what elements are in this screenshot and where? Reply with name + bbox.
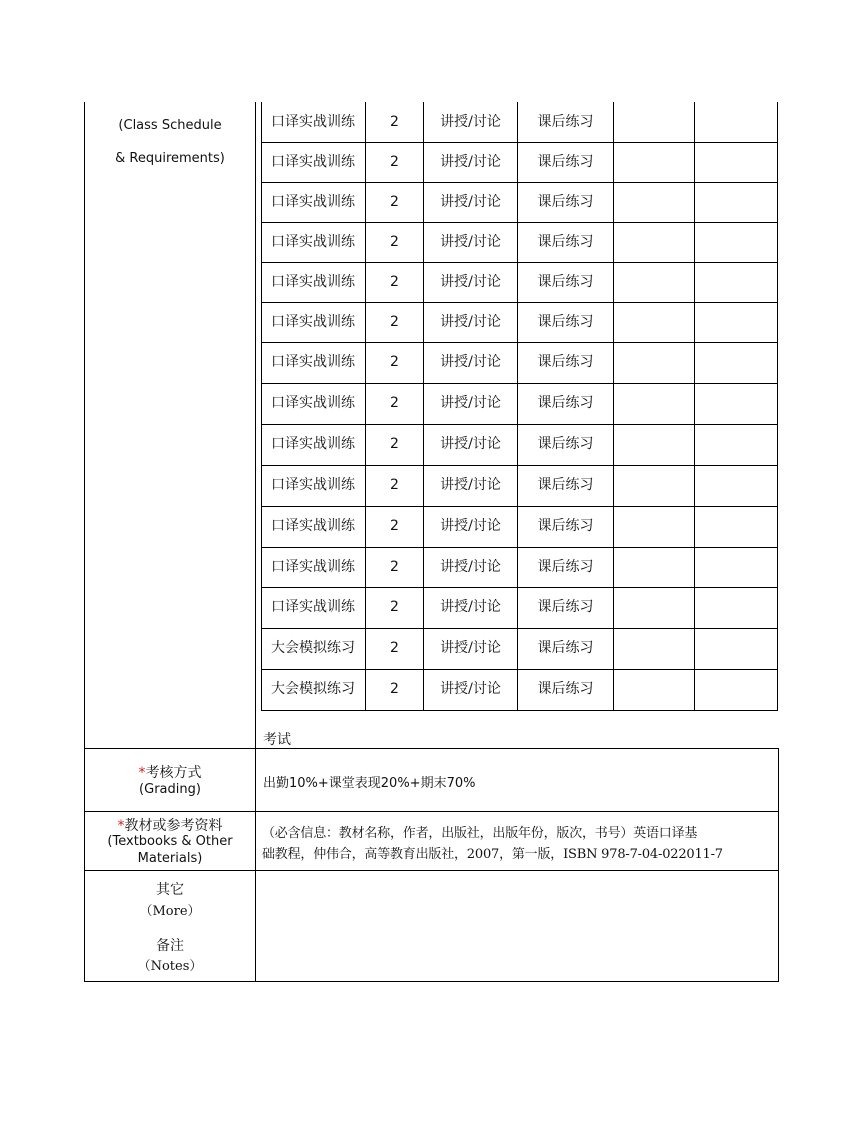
textbooks-value-line1: （必含信息：教材名称，作者，出版社，出版年份，版次，书号）英语口译基 [262,826,698,841]
row-method: 讲授/讨论 [440,153,501,170]
row-homework: 课后练习 [537,354,594,370]
row-topic: 口译实战训练 [271,233,355,250]
textbooks-top-border [84,811,779,812]
row-topic: 口译实战训练 [271,558,355,575]
row-homework: 课后练习 [537,395,594,411]
label-column-divider [255,102,256,982]
row-hours: 2 [390,233,399,250]
row-topic: 口译实战训练 [271,273,355,290]
row-homework: 课后练习 [537,193,594,210]
row-method: 讲授/讨论 [440,273,501,290]
row-homework: 课后练习 [537,436,594,452]
row-homework: 课后练习 [537,599,594,615]
row-homework: 课后练习 [537,640,594,656]
row-topic: 口译实战训练 [271,113,355,130]
table-right-border [778,748,779,982]
row-hours: 2 [390,395,399,411]
row-hours: 2 [390,354,399,370]
row-sep [261,710,778,711]
exam-label: 考试 [263,732,291,748]
required-asterisk: * [138,765,146,781]
more-label-en: （More） [139,904,201,919]
more-label-cn: 其它 [156,882,184,898]
row-homework: 课后练习 [537,518,594,534]
textbooks-value-line2: 础教程，仲伟合，高等教育出版社，2007，第一版，ISBN 978-7-04-022011-7 [262,847,723,862]
row-homework: 课后练习 [537,313,594,330]
row-topic: 大会模拟练习 [271,681,355,697]
row-homework: 课后练习 [537,113,594,130]
row-topic: 口译实战训练 [271,313,355,330]
row-homework: 课后练习 [537,153,594,170]
row-hours: 2 [390,477,399,493]
row-topic: 口译实战训练 [271,193,355,210]
row-hours: 2 [390,681,399,697]
table-bottom-border [84,981,779,982]
row-method: 讲授/讨论 [440,313,501,330]
row-topic: 口译实战训练 [271,477,355,493]
row-method: 讲授/讨论 [440,599,501,615]
row-hours: 2 [390,113,399,130]
row-method: 讲授/讨论 [440,354,501,370]
row-topic: 口译实战训练 [271,436,355,452]
grid-v1 [261,102,262,710]
row-hours: 2 [390,436,399,452]
row-method: 讲授/讨论 [440,558,501,575]
row-method: 讲授/讨论 [440,436,501,452]
grading-value: 出勤10%+课堂表现20%+期末70% [263,776,476,791]
row-method: 讲授/讨论 [440,193,501,210]
row-hours: 2 [390,313,399,330]
textbooks-label-en-2: Materials) [137,851,203,866]
row-hours: 2 [390,558,399,575]
row-hours: 2 [390,640,399,656]
row-homework: 课后练习 [537,558,594,575]
schedule-label-line1: (Class Schedule [118,118,222,133]
textbooks-label-text: 教材或参考资料 [124,818,223,834]
required-asterisk: * [117,818,125,834]
grading-label-cn [85,762,255,782]
textbooks-label-cn [85,815,255,835]
row-method: 讲授/讨论 [440,395,501,411]
row-method: 讲授/讨论 [440,477,501,493]
notes-label-en: （Notes） [137,959,203,974]
row-method: 讲授/讨论 [440,681,501,697]
textbooks-label-en-1: (Textbooks & Other [107,834,233,849]
row-homework: 课后练习 [537,477,594,493]
row-method: 讲授/讨论 [440,640,501,656]
grid-v6 [694,102,695,710]
notes-label-cn: 备注 [156,938,184,954]
row-hours: 2 [390,599,399,615]
more-top-border [84,870,779,871]
row-topic: 大会模拟练习 [271,640,355,656]
row-hours: 2 [390,518,399,534]
grid-v7 [777,102,778,710]
row-method: 讲授/讨论 [440,233,501,250]
grading-top-border [84,748,779,749]
table-left-border [84,102,85,982]
row-hours: 2 [390,193,399,210]
row-method: 讲授/讨论 [440,518,501,534]
row-method: 讲授/讨论 [440,113,501,130]
grid-v5 [613,102,614,710]
row-hours: 2 [390,153,399,170]
row-homework: 课后练习 [537,233,594,250]
grading-label-text: 考核方式 [145,765,202,781]
row-topic: 口译实战训练 [271,518,355,534]
row-hours: 2 [390,273,399,290]
row-topic: 口译实战训练 [271,599,355,615]
row-topic: 口译实战训练 [271,354,355,370]
row-homework: 课后练习 [537,681,594,697]
row-topic: 口译实战训练 [271,153,355,170]
schedule-label-line2: & Requirements) [115,151,225,166]
row-homework: 课后练习 [537,273,594,290]
row-topic: 口译实战训练 [271,395,355,411]
grading-label-en: (Grading) [139,782,201,797]
